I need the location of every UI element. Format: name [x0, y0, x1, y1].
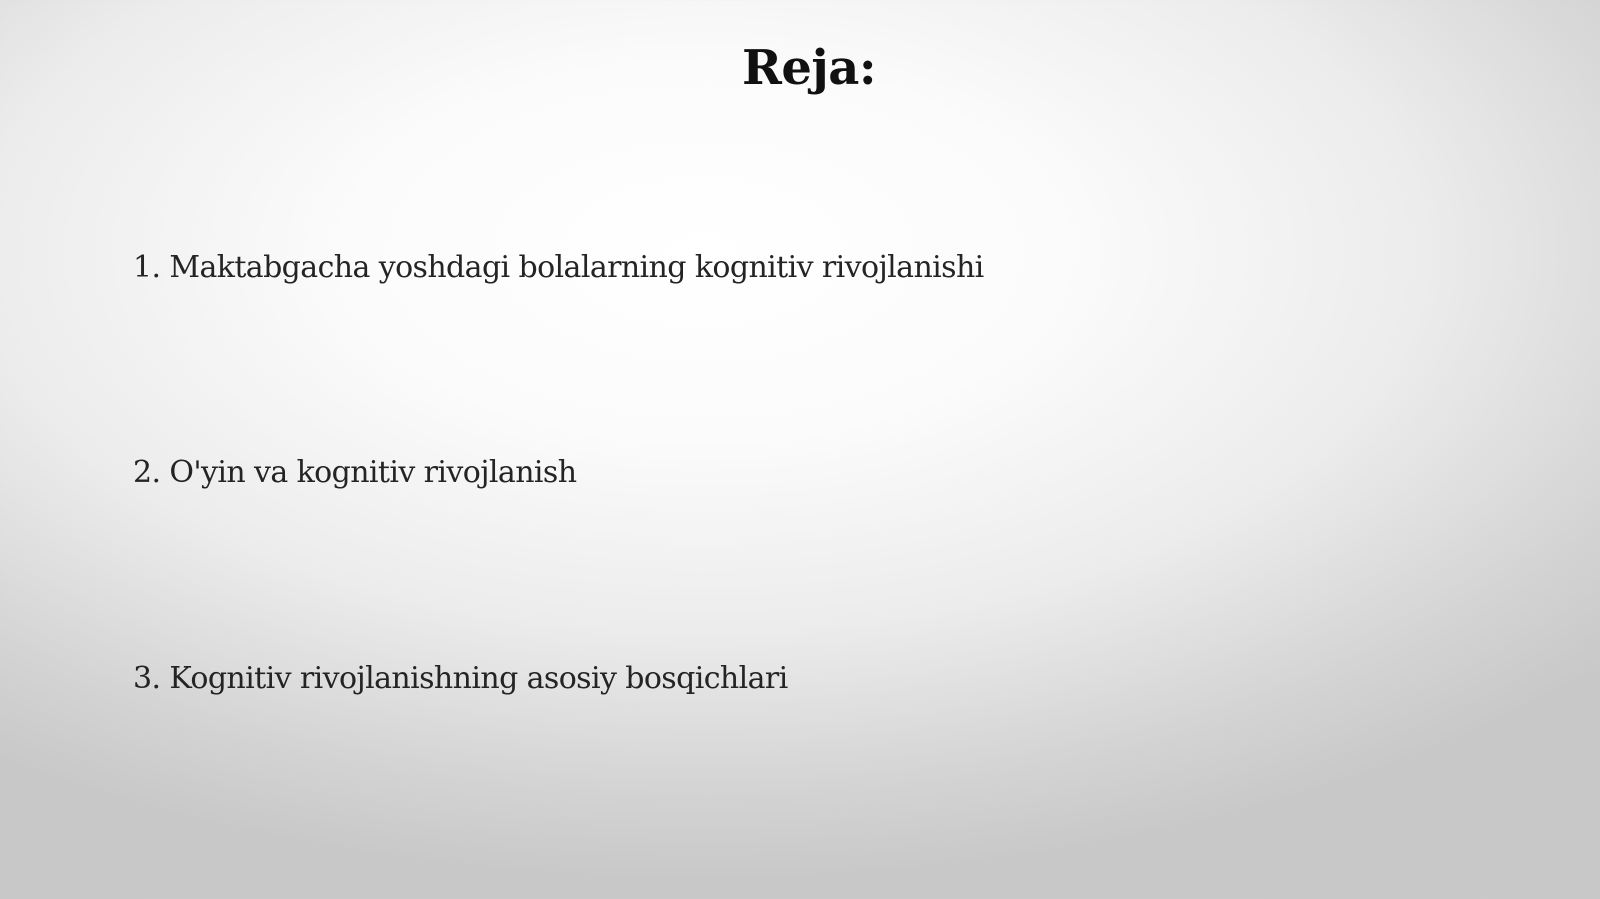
plan-item-1: 1. Maktabgacha yoshdagi bolalarning kognitiv rivojlanishi [133, 250, 984, 285]
plan-item-3: 3. Kognitiv rivojlanishning asosiy bosqichlari [133, 661, 788, 696]
plan-item-2: 2. O'yin va kognitiv rivojlanish [133, 455, 577, 490]
slide-title: Reja: [741, 40, 877, 96]
